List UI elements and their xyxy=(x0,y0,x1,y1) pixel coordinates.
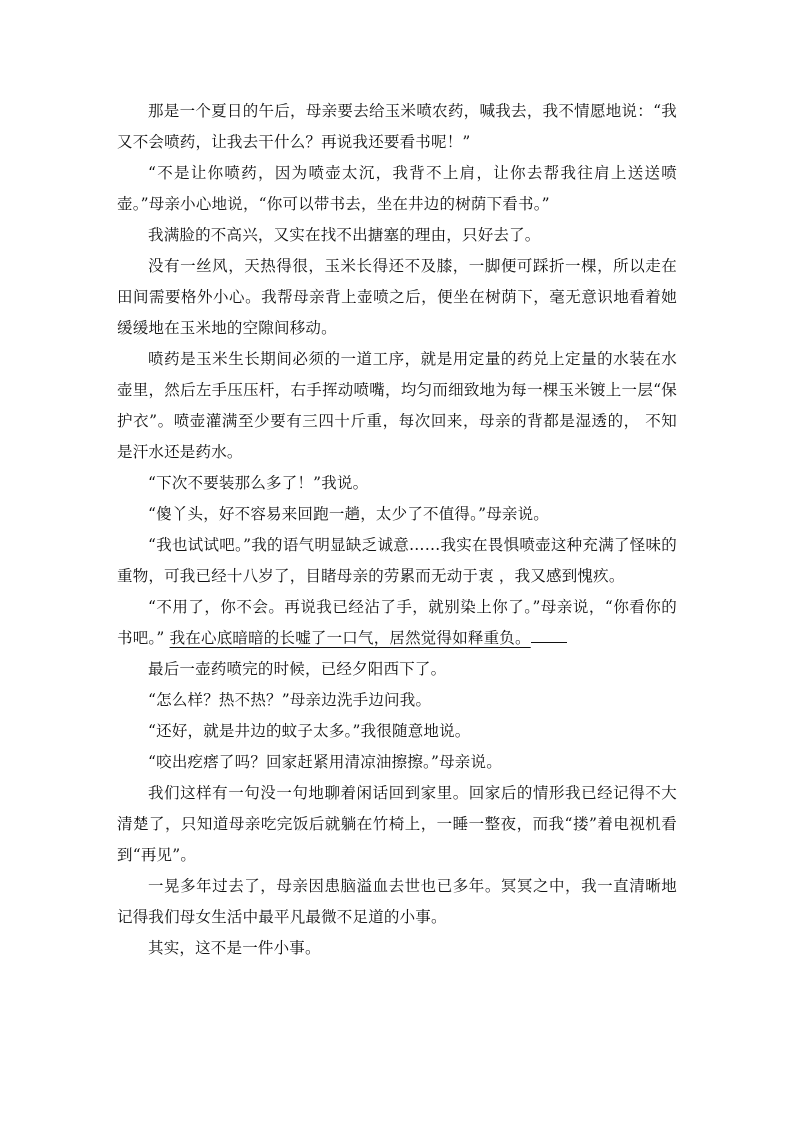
paragraph-6: “下次不要装那么多了！”我说。 xyxy=(148,474,369,492)
paragraph-7: “傻丫头，好不容易来回跑一趟，太少了不值得。”母亲说。 xyxy=(148,505,549,523)
paragraph-13: “咬出疙瘩了吗？回家赶紧用清凉油擦擦。”母亲说。 xyxy=(148,753,502,771)
paragraph-12: “还好，就是井边的蚊子太多。”我很随意地说。 xyxy=(148,722,471,740)
paragraph-9 xyxy=(117,592,677,654)
paragraph-8: “我也试试吧。”我的语气明显缺乏诚意……我实在畏惧喷壶这种充满了怪味的重物，可我已经十八岁了，目睹母亲的劳累而无动于衷 ，我又感到愧疚。 xyxy=(117,536,677,585)
paragraph-9-text: “不用了，你不会。再说我已经沾了手，就别染上你了。”母亲说，“你看你的书吧。” xyxy=(117,598,677,647)
paragraph-15: 一晃多年过去了，母亲因患脑溢血去世也已多年。冥冥之中，我一直清晰地记得我们母女生活中最平凡最微不足道的小事。 xyxy=(117,877,677,926)
paragraph-5: 喷药是玉米生长期间必须的一道工序，就是用定量的药兑上定量的水装在水壶里，然后左手压压杆，右手挥动喷嘴，均匀而细致地为每一棵玉米镀上一层“保护衣”。喷壶灌满至少要有三四十斤重，每次回来，母亲的背都是湿透的， 不知是汗水还是药水。 xyxy=(117,350,677,461)
underlined-sentence: 我在心底暗暗的长嘘了一口气，居然觉得如释重负。 xyxy=(169,629,531,647)
paragraph-16: 其实，这不是一件小事。 xyxy=(148,939,321,957)
paragraph-2: “不是让你喷药，因为喷壶太沉，我背不上肩，让你去帮我往肩上送送喷壶。”母亲小心地说，“你可以带书去，坐在井边的树荫下看书。” xyxy=(117,164,677,213)
paragraph-10: 最后一壶药喷完的时候，已经夕阳西下了。 xyxy=(148,660,447,678)
paragraph-4: 没有一丝风，天热得很，玉米长得还不及膝，一脚便可踩折一棵，所以走在田间需要格外小心。我帮母亲背上壶喷之后，便坐在树荫下，毫无意识地看着她缓缓地在玉米地的空隙间移动。 xyxy=(117,257,677,337)
paragraph-1: 那是一个夏日的午后，母亲要去给玉米喷农药，喊我去，我不情愿地说：“我又不会喷药，让我去干什么？再说我还要看书呢！” xyxy=(117,102,677,151)
essay-body xyxy=(117,96,677,964)
paragraph-14: 我们这样有一句没一句地聊着闲话回到家里。回家后的情形我已经记得不大清楚了，只知道母亲吃完饭后就躺在竹椅上，一睡一整夜，而我“搂”着电视机看到“再见”。 xyxy=(117,784,677,864)
paragraph-11: “怎么样？热不热？”母亲边洗手边问我。 xyxy=(148,691,432,709)
paragraph-3: 我满脸的不高兴，又实在找不出搪塞的理由，只好去了。 xyxy=(148,226,541,244)
underline-blank xyxy=(531,628,567,643)
